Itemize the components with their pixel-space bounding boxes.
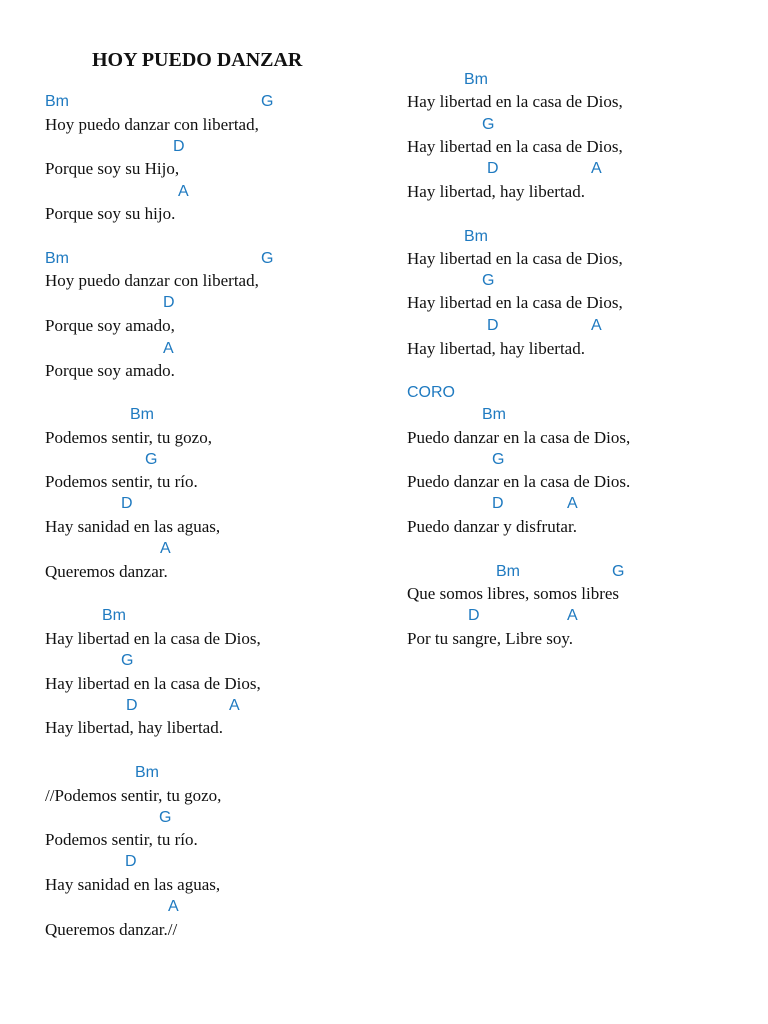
chord-bm: Bm: [464, 228, 488, 245]
lyric-line: Hay libertad, hay libertad.: [407, 182, 585, 201]
chord-d: D: [173, 138, 185, 155]
chord-a: A: [567, 495, 578, 512]
lyric-line: Podemos sentir, tu río.: [45, 472, 198, 491]
lyric-line: Hay libertad en la casa de Dios,: [45, 629, 261, 648]
lyric-line: Puedo danzar en la casa de Dios.: [407, 472, 631, 491]
lyric-line: Porque soy su hijo.: [45, 204, 176, 223]
chord-g: G: [612, 563, 625, 580]
chord-d: D: [492, 495, 504, 512]
lyric-line: Hay libertad en la casa de Dios,: [407, 137, 623, 156]
chord-a: A: [229, 697, 240, 714]
lyric-line: Hay libertad, hay libertad.: [407, 339, 585, 358]
chord-d: D: [121, 495, 133, 512]
chord-a: A: [178, 183, 189, 200]
lyric-line: Hay libertad en la casa de Dios,: [407, 249, 623, 268]
chord-bm: Bm: [45, 93, 69, 110]
lyric-line: Podemos sentir, tu río.: [45, 830, 198, 849]
lyric-line: Puedo danzar en la casa de Dios,: [407, 428, 631, 447]
chord-g: G: [121, 652, 134, 669]
chord-g: G: [482, 272, 495, 289]
lyric-line: Podemos sentir, tu gozo,: [45, 428, 212, 447]
lyric-line: Hay sanidad en las aguas,: [45, 875, 221, 894]
chord-d: D: [163, 294, 175, 311]
lyric-line: Queremos danzar.//: [45, 920, 178, 939]
chord-bm: Bm: [45, 250, 69, 267]
chord-d: D: [487, 317, 499, 334]
lyric-line: Por tu sangre, Libre soy.: [407, 629, 574, 648]
lyric-line: Hay sanidad en las aguas,: [45, 517, 221, 536]
chord-g: G: [261, 250, 274, 267]
lyric-line: Que somos libres, somos libres: [407, 584, 620, 603]
chord-bm: Bm: [464, 71, 488, 88]
chorus-label: CORO: [407, 384, 455, 401]
chord-g: G: [482, 116, 495, 133]
chord-a: A: [591, 160, 602, 177]
chord-a: A: [163, 340, 174, 357]
chord-d: D: [126, 697, 138, 714]
chord-g: G: [159, 809, 172, 826]
lyric-line: Puedo danzar y disfrutar.: [407, 517, 577, 536]
chord-a: A: [160, 540, 171, 557]
chord-d: D: [468, 607, 480, 624]
chord-g: G: [145, 451, 158, 468]
chord-d: D: [487, 160, 499, 177]
chord-g: G: [261, 93, 274, 110]
lyric-line: Queremos danzar.: [45, 562, 168, 581]
chord-bm: Bm: [102, 607, 126, 624]
chord-a: A: [567, 607, 578, 624]
chord-g: G: [492, 451, 505, 468]
lyric-line: Hay libertad, hay libertad.: [45, 718, 223, 737]
lyric-line: Hoy puedo danzar con libertad,: [45, 115, 259, 134]
chord-d: D: [125, 853, 137, 870]
song-title: HOY PUEDO DANZAR: [92, 49, 303, 71]
lyric-line: Hoy puedo danzar con libertad,: [45, 271, 259, 290]
chord-bm: Bm: [482, 406, 506, 423]
lyric-line: Porque soy amado.: [45, 361, 175, 380]
lyric-line: Hay libertad en la casa de Dios,: [407, 293, 623, 312]
lyric-line: Hay libertad en la casa de Dios,: [407, 92, 623, 111]
lyric-line: Porque soy su Hijo,: [45, 159, 180, 178]
chord-a: A: [591, 317, 602, 334]
chord-bm: Bm: [130, 406, 154, 423]
chord-a: A: [168, 898, 179, 915]
chord-bm: Bm: [496, 563, 520, 580]
lyric-line: //Podemos sentir, tu gozo,: [45, 786, 222, 805]
lyric-line: Hay libertad en la casa de Dios,: [45, 674, 261, 693]
chord-bm: Bm: [135, 764, 159, 781]
lyric-line: Porque soy amado,: [45, 316, 175, 335]
